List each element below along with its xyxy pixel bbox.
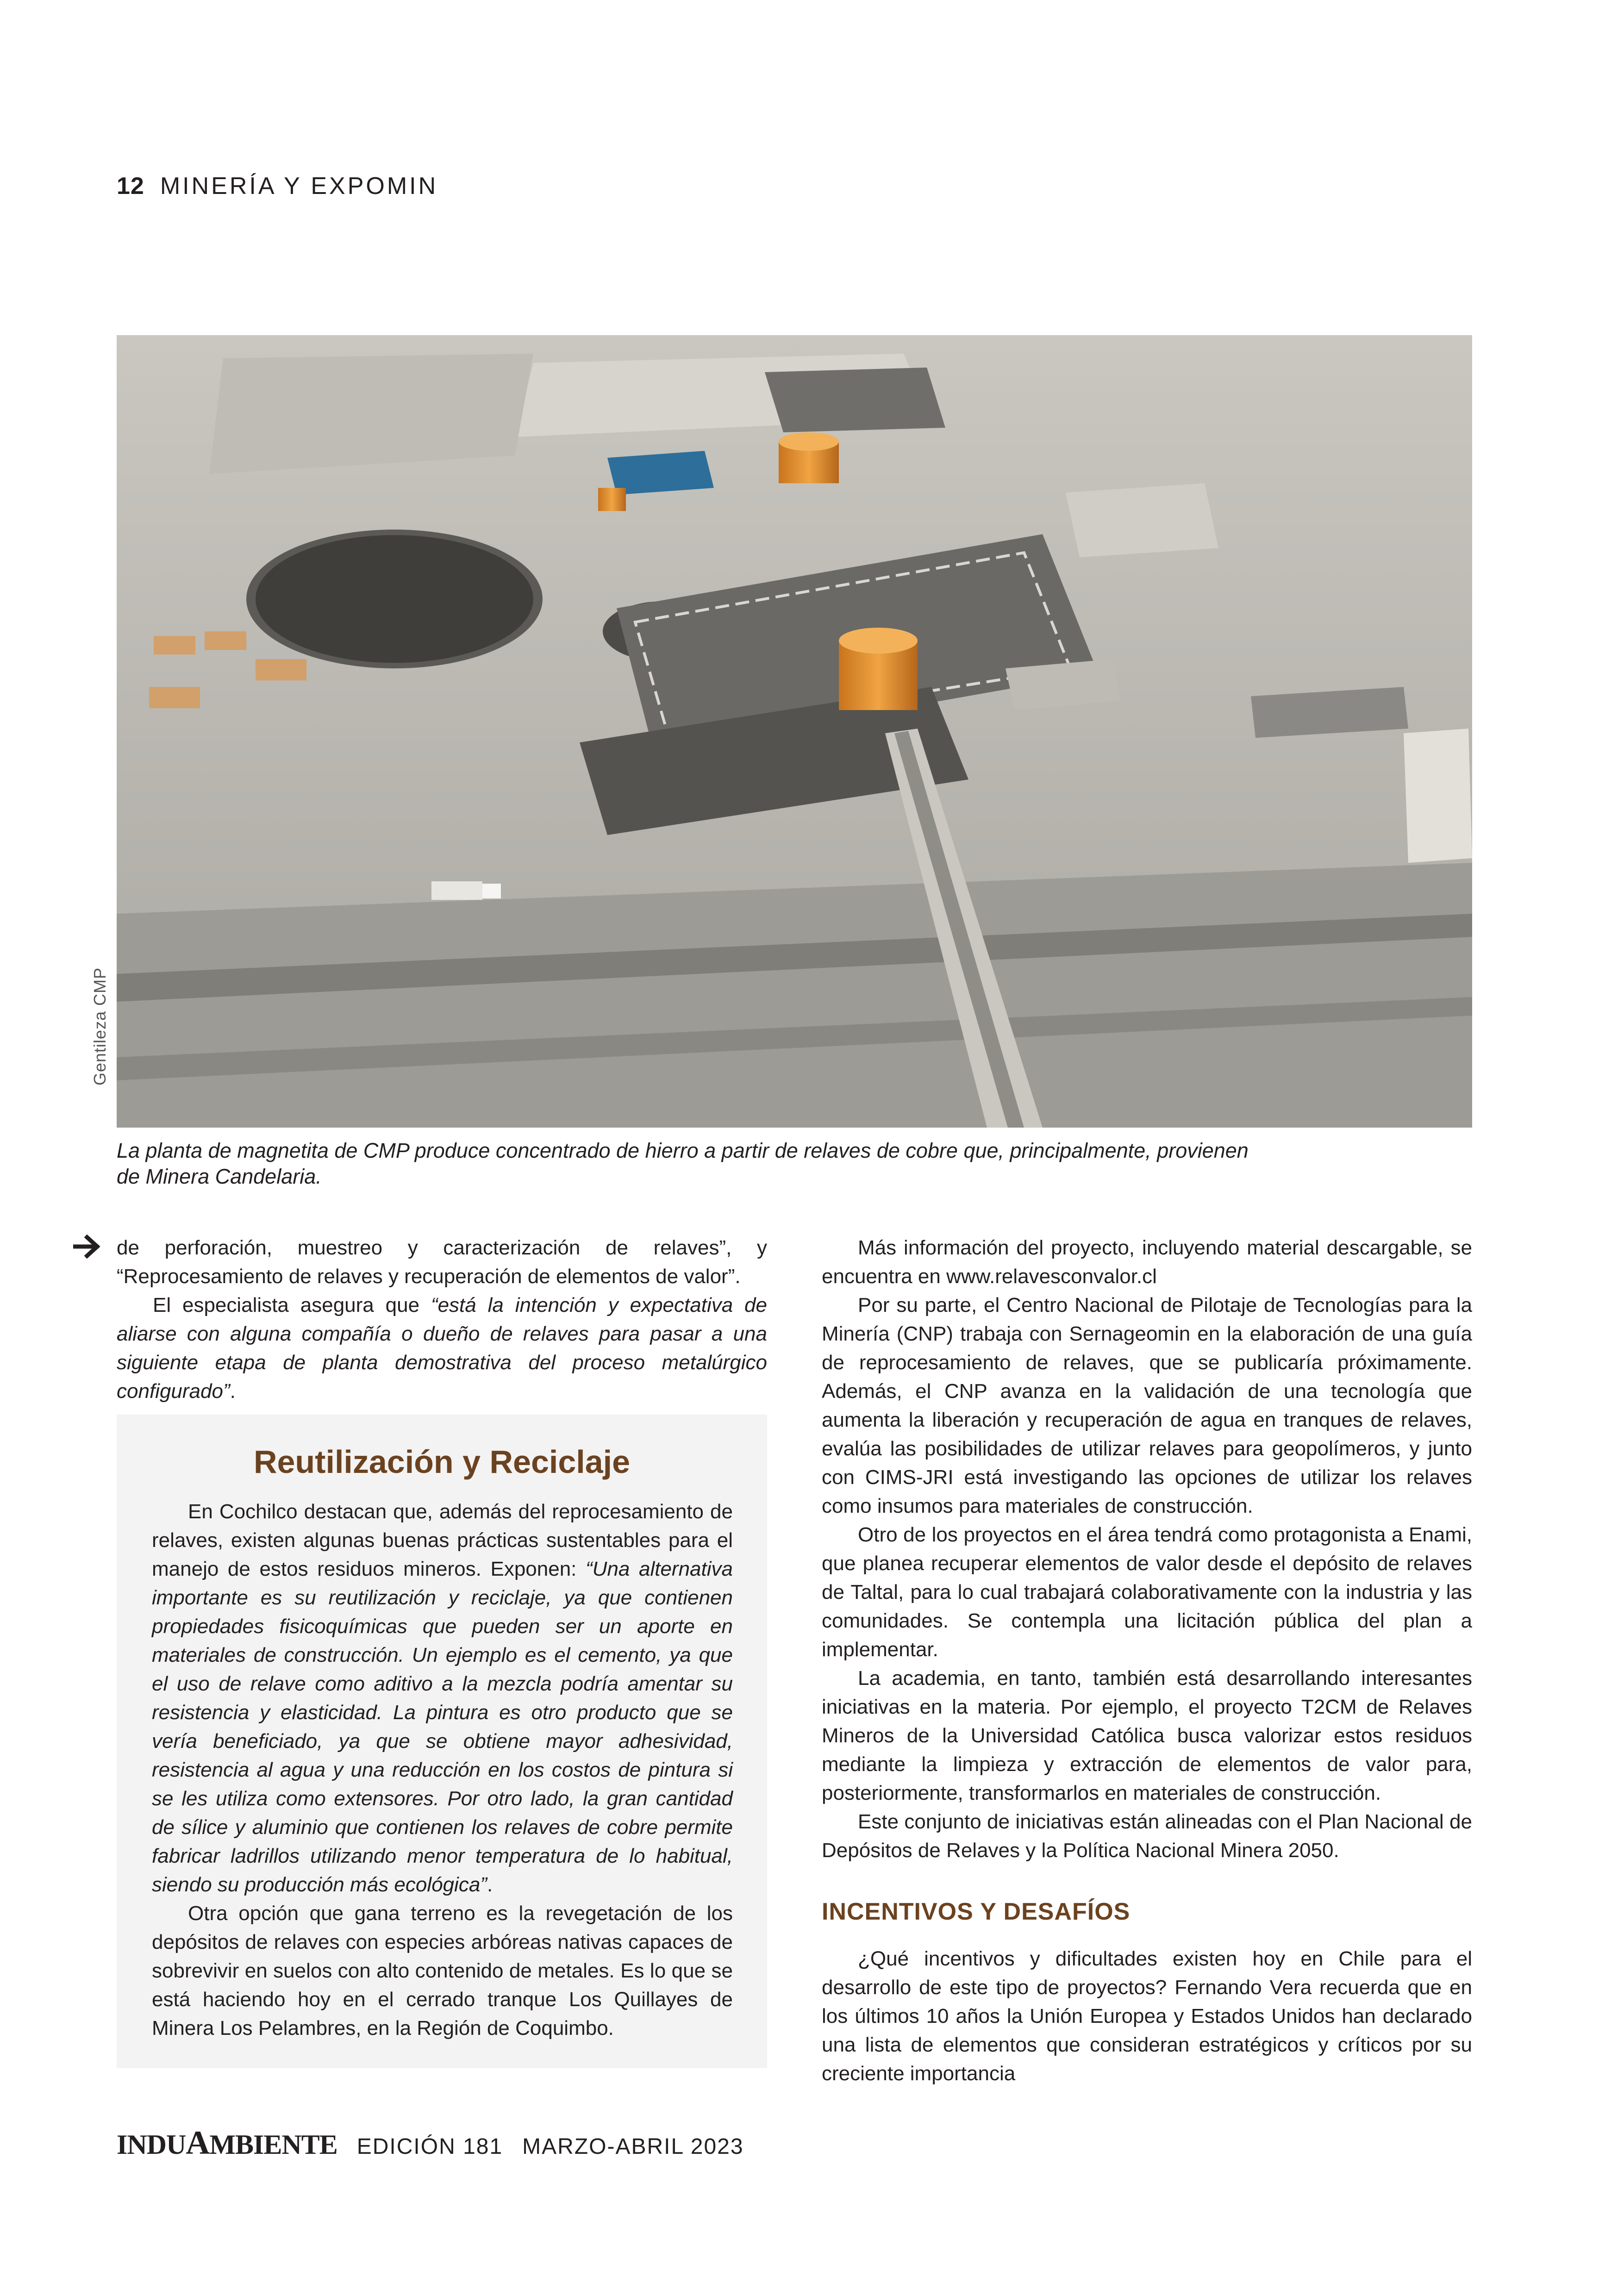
paragraph: ¿Qué incentivos y dificultades existen hoy en Chile para el desarrollo de este tipo de proyectos? Fernando Vera recuerda que en los últimos 10 años la Unión Europea y Estados Unidos han declarado una lista de elementos que consideran estratégicos y críticos por su creciente importancia (822, 1947, 1472, 2085)
edition-number: EDICIÓN 181 (356, 2134, 503, 2159)
paragraph: Por su parte, el Centro Nacional de Pilotaje de Tecnologías para la Minería (CNP) trabaja con Sernageomin en la elaboración de una guía de reprocesamiento de relaves, que se publicaría próximamente. Además, el CNP avanza en la validación de una tecnología que aumenta la liberación y recuperación de agua en tranques de relaves, evalúa las posibilidades de utilizar relaves para geopolímeros, y junto con CIMS-JRI está investigando las opciones de utilizar los relaves como insumos para materiales de construcción. (822, 1294, 1472, 1517)
plant-illustration (117, 335, 1472, 1128)
page-header (117, 172, 438, 205)
page-footer (117, 2124, 744, 2161)
left-column-text (117, 1234, 767, 1406)
paragraph: Más información del proyecto, incluyendo material descargable, se encuentra en www.relavesconvalor.cl (822, 1236, 1472, 1288)
paragraph: Otra opción que gana terreno es la revegetación de los depósitos de relaves con especies arbóreas nativas capaces de sobrevivir en suelos con alto contenido de metales. Es lo que se está haciendo hoy en el cerrado tranque Los Quillayes de Minera Los Pelambres, en la Región de Coquimbo. (152, 1902, 733, 2039)
arrow-right-icon (73, 1235, 102, 1259)
photo-caption: La planta de magnetita de CMP produce concentrado de hierro a partir de relaves de cobre que, principalmente, provienen de Minera Candelaria. (117, 1139, 1249, 1188)
magazine-logo: INDUAMBIENTE (117, 2124, 337, 2161)
paragraph: En Cochilco destacan que, además del reprocesamiento de relaves, existen algunas buenas prácticas sustentables para el manejo de estos residuos mineros. Exponen: “Una alternativa importante es su reutilización y reciclaje, ya que contienen propiedades fisicoquímicas que pueden ser un aporte en materiales de construcción. Un ejemplo es el cemento, ya que el uso de relave como aditivo a la mezcla podría amentar su resistencia y elasticidad. La pintura es otro producto que se vería beneficiado, ya que se obtiene mayor adhesividad, resistencia al agua y una reducción en los costos de pintura si se les utiliza como extensores. Por otro lado, la gran cantidad de sílice y aluminio que contienen los relaves de cobre permite fabricar ladrillos utilizando menor temperatura de lo habitual, siendo su producción más ecológica”. (152, 1500, 733, 1896)
paragraph: de perforación, muestreo y caracterización de relaves”, y “Reprocesamiento de relaves y recuperación de elementos de valor”. (117, 1236, 767, 1288)
paragraph: La academia, en tanto, también está desarrollando interesantes iniciativas en la materia. Por ejemplo, el proyecto T2CM de Relaves Mineros de la Universidad Católica busca valorizar estos residuos mediante la limpieza y extracción de elementos de valor para, posteriormente, transformarlos en materiales de construcción. (822, 1667, 1472, 1804)
sidebar-text (152, 1497, 733, 2043)
photo-credit: Gentileza CMP (90, 967, 109, 1085)
right-column-text (822, 1234, 1472, 2088)
sidebar-title: Reutilización y Reciclaje (253, 1444, 631, 1480)
paragraph: El especialista asegura que “está la intención y expectativa de aliarse con alguna compañía o dueño de relaves para pasar a una siguiente etapa de planta demostrativa del proceso metalúrgico configurado”. (117, 1294, 768, 1403)
page-number: 12 (117, 173, 144, 200)
paragraph: Este conjunto de iniciativas están alineadas con el Plan Nacional de Depósitos de Relaves y la Política Nacional Minera 2050. (822, 1810, 1472, 1862)
section-title: MINERÍA Y EXPOMIN (160, 173, 438, 200)
edition-date: MARZO-ABRIL 2023 (522, 2134, 744, 2159)
section-subheading: INCENTIVOS Y DESAFÍOS (822, 1898, 1131, 1925)
paragraph: Otro de los proyectos en el área tendrá como protagonista a Enami, que planea recuperar elementos de valor desde el depósito de relaves de Taltal, para lo cual trabajará colaborativamente con la industria y las comunidades. Se contempla una licitación pública del plan a implementar. (822, 1523, 1472, 1661)
aerial-plant-photo (117, 335, 1472, 1128)
